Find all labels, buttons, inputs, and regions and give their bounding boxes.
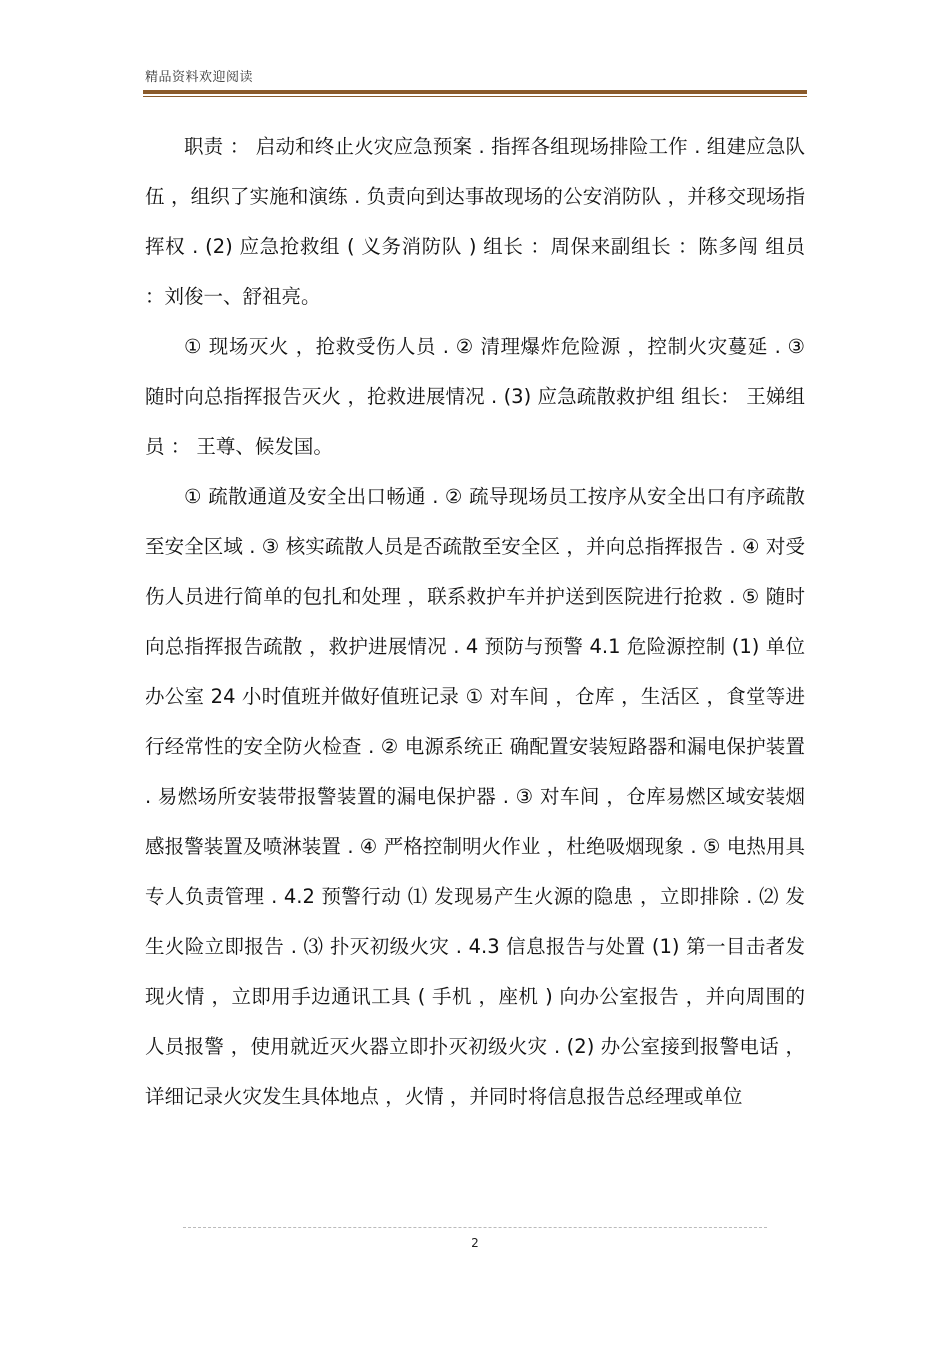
paragraph: ① 现场灭火 ，抢救受伤人员 . ② 清理爆炸危险源 ，控制火灾蔓延 . ③ 随时向总指挥报告灭火 ，抢救进展情况 . (3) 应急疏散救护组 组长： 王娣组员 ： 王尊、候发国。 <box>145 335 805 458</box>
footer-divider <box>183 1227 767 1228</box>
page-header-title: 精品资料欢迎阅读 <box>145 70 254 85</box>
header-divider-thick <box>143 90 807 94</box>
paragraph: ① 疏散通道及安全出口畅通 . ② 疏导现场员工按序从安全出口有序疏散至安全区域 . ③ 核实疏散人员是否疏散至安全区 ，并向总指挥报告 . ④ 对受伤人员进行简单的包扎和处理 ，联系救护车并护送到医院进行抢救 . ⑤ 随时向总指挥报告疏散 ，救护进展情况 . 4 预防与预警 4.1 危险源控制 (1) 单位办公室 24 小时值班并做好值班记录 ① 对车间 ，仓库 ，生活区 ，食堂等进行经常性的安全防火检查 . ② 电源系统正 确配置安装短路器和漏电保护装置 . 易燃场所安装带报警装置的漏电保护器 . ③ 对车间 ，仓库易燃区域安装烟感报警装置及喷淋装置 . ④ 严格控制明火作业 ，杜绝吸烟现象 . ⑤ 电热用具专人负责管理 . 4.2 预警行动 ⑴ 发现易产生火源的隐患 ，立即排除 . ⑵ 发生火险立即报告 . ⑶ 扑灭初级火灾 . 4.3 信息报告与处置 (1) 第一目击者发现火情 ，立即用手边通讯工具 ( 手机 ，座机 ) 向办公室报告 ，并向周围的人员报警 ，使用就近灭火器立即扑灭初级火灾 . (2) 办公室接到报警电话 ，详细记录火灾发生具体地点 ，火情 ，并同时将信息报告总经理或单位 <box>145 485 805 1108</box>
document-body <box>145 122 805 1122</box>
page-number: 2 <box>471 1236 479 1250</box>
header-divider-thin <box>143 96 807 97</box>
paragraph: 职责 ： 启动和终止火灾应急预案 . 指挥各组现场排险工作 . 组建应急队伍 ，组织了实施和演练 . 负责向到达事故现场的公安消防队 ，并移交现场指挥权 . (2) 应急抢救组 ( 义务消防队 ) 组长 ：周保来副组长 ：陈多闯 组员 ：刘俊一、舒祖亮。 <box>145 135 805 308</box>
